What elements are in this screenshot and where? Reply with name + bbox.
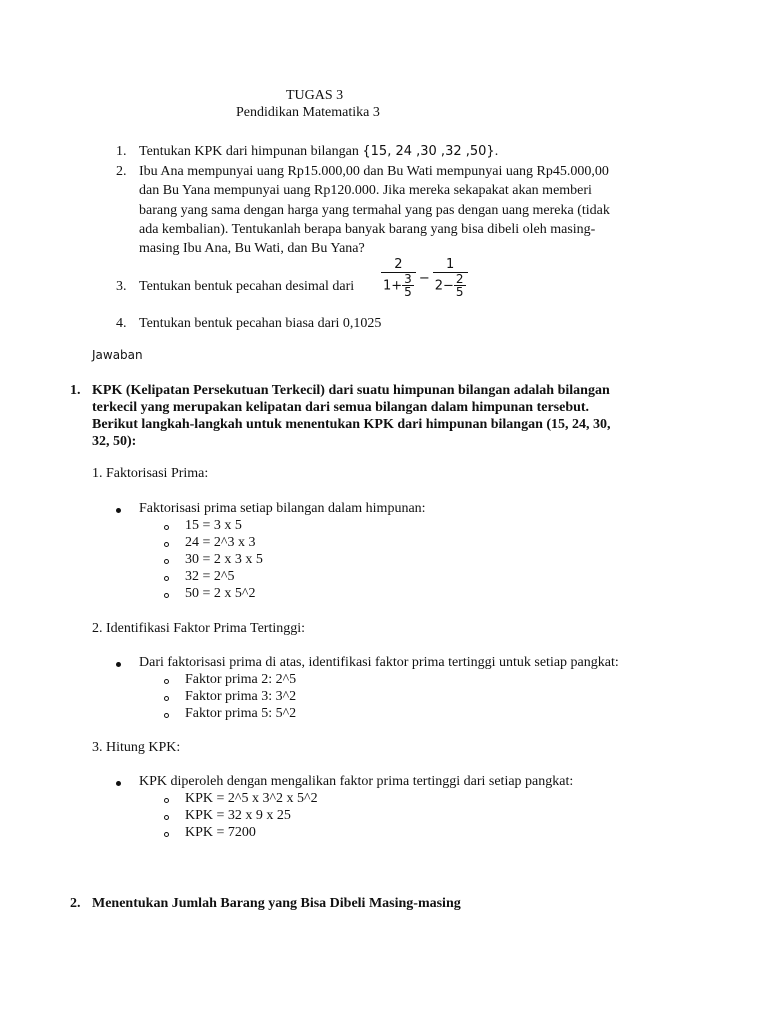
answer-label: Jawaban bbox=[92, 348, 143, 362]
question-number: 2. bbox=[116, 164, 127, 179]
fraction-2 bbox=[433, 258, 468, 299]
denominator-prefix: 1+ bbox=[383, 278, 403, 294]
circle-bullet-icon bbox=[164, 713, 169, 718]
question-2-line: Ibu Ana mempunyai uang Rp15.000,00 dan Bu Wati mempunyai uang Rp45.000,00 bbox=[139, 164, 609, 179]
answer-intro-line: 32, 50): bbox=[92, 434, 137, 449]
question-number: 3. bbox=[116, 279, 127, 294]
denominator: 5 bbox=[404, 285, 412, 300]
circle-bullet-icon bbox=[164, 696, 169, 701]
step-bullet-text: Faktorisasi prima setiap bilangan dalam himpunan: bbox=[139, 501, 426, 516]
minus-sign: − bbox=[418, 270, 430, 286]
question-text: Tentukan bentuk pecahan biasa dari 0,1025 bbox=[139, 316, 382, 331]
circle-bullet-icon bbox=[164, 525, 169, 530]
numerator: 3 bbox=[404, 271, 412, 286]
numerator: 2 bbox=[394, 257, 403, 272]
circle-bullet-icon bbox=[164, 832, 169, 837]
question-2-line: barang yang sama dengan harga yang termahal yang pas dengan uang mereka (tidak bbox=[139, 203, 610, 218]
question-2-line: masing Ibu Ana, Bu Wati, dan Bu Yana? bbox=[139, 241, 365, 256]
period: . bbox=[494, 144, 499, 159]
step-heading: 1. Faktorisasi Prima: bbox=[92, 466, 209, 481]
circle-bullet-icon bbox=[164, 576, 169, 581]
nested-fraction bbox=[454, 273, 466, 299]
circle-bullet-icon bbox=[164, 815, 169, 820]
denominator: 5 bbox=[455, 285, 464, 300]
denominator-prefix: 2− bbox=[434, 278, 454, 294]
list-item: Faktor prima 2: 2^5 bbox=[185, 672, 297, 687]
denominator bbox=[433, 272, 468, 299]
list-item: Faktor prima 5: 5^2 bbox=[185, 706, 297, 721]
question-2-line: ada kembalian). Tentukanlah berapa banyak barang yang bisa dibeli oleh masing- bbox=[139, 222, 596, 237]
fraction-expression bbox=[381, 258, 468, 299]
circle-bullet-icon bbox=[164, 559, 169, 564]
list-item: Faktor prima 3: 3^2 bbox=[185, 689, 297, 704]
circle-bullet-icon bbox=[164, 798, 169, 803]
numerator: 1 bbox=[445, 257, 455, 272]
circle-bullet-icon bbox=[164, 593, 169, 598]
list-item: 32 = 2^5 bbox=[185, 569, 235, 584]
question-text: Tentukan bentuk pecahan desimal dari bbox=[139, 279, 355, 294]
list-item: 30 = 2 x 3 x 5 bbox=[185, 552, 263, 567]
doc-title: TUGAS 3 bbox=[286, 88, 344, 103]
question-2-line: dan Bu Yana mempunyai uang Rp120.000. Jika mereka sekapakat akan memberi bbox=[139, 183, 592, 198]
bullet-icon bbox=[116, 662, 121, 667]
denominator bbox=[381, 272, 416, 299]
nested-fraction bbox=[402, 273, 414, 299]
answer-intro-line: terkecil yang merupakan kelipatan dari semua bilangan dalam himpunan tersebut. bbox=[92, 400, 590, 415]
numerator: 2 bbox=[455, 271, 464, 286]
question-number: 4. bbox=[116, 316, 127, 331]
question-text: Tentukan KPK dari himpunan bilangan bbox=[139, 144, 359, 159]
list-item: KPK = 7200 bbox=[185, 825, 256, 840]
fraction-1 bbox=[381, 258, 416, 299]
answer-intro-line: KPK (Kelipatan Persekutuan Terkecil) dari suatu himpunan bilangan adalah bilangan bbox=[92, 383, 610, 398]
step-heading: 2. Identifikasi Faktor Prima Tertinggi: bbox=[92, 621, 306, 636]
bullet-icon bbox=[116, 508, 121, 513]
number-set: {15, 24 ,30 ,32 ,50} bbox=[362, 144, 495, 159]
list-item: 15 = 3 x 5 bbox=[185, 518, 242, 533]
step-bullet-text: KPK diperoleh dengan mengalikan faktor prima tertinggi dari setiap pangkat: bbox=[139, 774, 574, 789]
answer-2-title: Menentukan Jumlah Barang yang Bisa Dibeli Masing-masing bbox=[92, 896, 461, 911]
list-item: KPK = 2^5 x 3^2 x 5^2 bbox=[185, 791, 318, 806]
step-bullet-text: Dari faktorisasi prima di atas, identifikasi faktor prima tertinggi untuk setiap pangkat: bbox=[139, 655, 619, 670]
list-item: KPK = 32 x 9 x 25 bbox=[185, 808, 291, 823]
doc-subtitle: Pendidikan Matematika 3 bbox=[236, 105, 380, 120]
answer-number: 2. bbox=[70, 896, 81, 911]
list-item: 50 = 2 x 5^2 bbox=[185, 586, 256, 601]
circle-bullet-icon bbox=[164, 542, 169, 547]
circle-bullet-icon bbox=[164, 679, 169, 684]
answer-intro-line: Berikut langkah-langkah untuk menentukan KPK dari himpunan bilangan (15, 24, 30, bbox=[92, 417, 611, 432]
question-1 bbox=[139, 144, 498, 160]
step-heading: 3. Hitung KPK: bbox=[92, 740, 181, 755]
list-item: 24 = 2^3 x 3 bbox=[185, 535, 256, 550]
question-number: 1. bbox=[116, 144, 127, 159]
bullet-icon bbox=[116, 781, 121, 786]
answer-number: 1. bbox=[70, 383, 81, 398]
